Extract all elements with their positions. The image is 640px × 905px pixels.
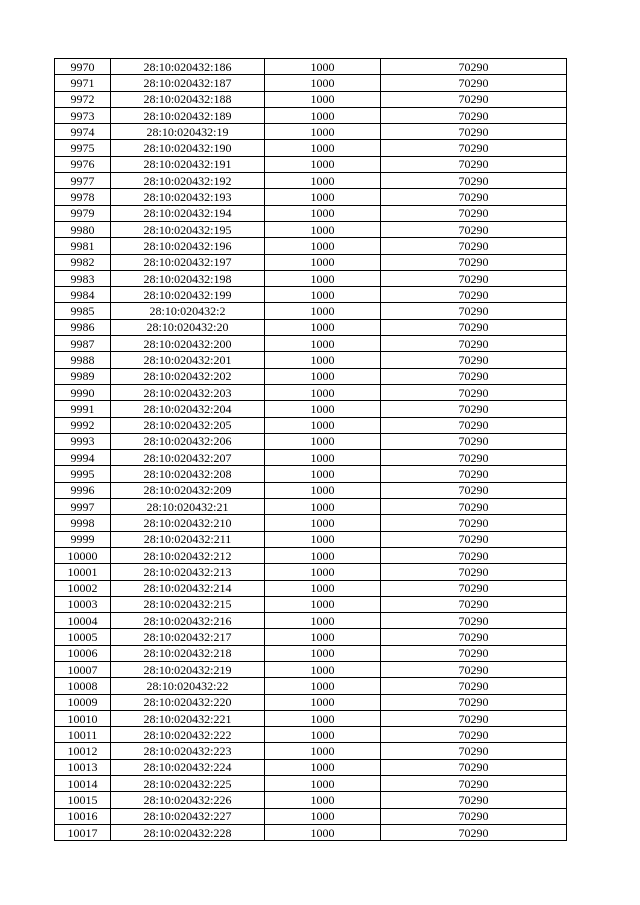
area-cell: 1000 — [265, 564, 381, 580]
value-cell: 70290 — [381, 727, 567, 743]
cadastral-number-cell: 28:10:020432:217 — [111, 629, 265, 645]
cadastral-number-cell: 28:10:020432:21 — [111, 499, 265, 515]
row-number-cell: 9976 — [55, 156, 111, 172]
row-number-cell: 9999 — [55, 531, 111, 547]
value-cell: 70290 — [381, 433, 567, 449]
table-row — [55, 613, 567, 629]
row-number-cell: 10010 — [55, 710, 111, 726]
cadastral-number-cell: 28:10:020432:199 — [111, 287, 265, 303]
row-number-cell: 9987 — [55, 336, 111, 352]
row-number-cell: 9972 — [55, 91, 111, 107]
row-number-cell: 10004 — [55, 613, 111, 629]
cadastral-number-cell: 28:10:020432:208 — [111, 466, 265, 482]
table-row — [55, 238, 567, 254]
cadastral-number-cell: 28:10:020432:203 — [111, 384, 265, 400]
cadastral-number-cell: 28:10:020432:219 — [111, 661, 265, 677]
row-number-cell: 10001 — [55, 564, 111, 580]
table-row — [55, 156, 567, 172]
cadastral-number-cell: 28:10:020432:224 — [111, 759, 265, 775]
row-number-cell: 9998 — [55, 515, 111, 531]
table-row — [55, 352, 567, 368]
table-row — [55, 205, 567, 221]
table-row — [55, 189, 567, 205]
area-cell: 1000 — [265, 140, 381, 156]
value-cell: 70290 — [381, 808, 567, 824]
row-number-cell: 9984 — [55, 287, 111, 303]
table-row — [55, 254, 567, 270]
row-number-cell: 9996 — [55, 482, 111, 498]
cadastral-number-cell: 28:10:020432:187 — [111, 75, 265, 91]
table-row — [55, 564, 567, 580]
row-number-cell: 10012 — [55, 743, 111, 759]
cadastral-number-cell: 28:10:020432:190 — [111, 140, 265, 156]
value-cell: 70290 — [381, 499, 567, 515]
value-cell: 70290 — [381, 384, 567, 400]
table-row — [55, 384, 567, 400]
cadastral-number-cell: 28:10:020432:206 — [111, 433, 265, 449]
area-cell: 1000 — [265, 499, 381, 515]
row-number-cell: 9995 — [55, 466, 111, 482]
table-row — [55, 547, 567, 563]
value-cell: 70290 — [381, 173, 567, 189]
value-cell: 70290 — [381, 645, 567, 661]
value-cell: 70290 — [381, 59, 567, 75]
area-cell: 1000 — [265, 303, 381, 319]
value-cell: 70290 — [381, 710, 567, 726]
area-cell: 1000 — [265, 450, 381, 466]
area-cell: 1000 — [265, 613, 381, 629]
cadastral-number-cell: 28:10:020432:209 — [111, 482, 265, 498]
cadastral-number-cell: 28:10:020432:191 — [111, 156, 265, 172]
table-row — [55, 808, 567, 824]
cadastral-number-cell: 28:10:020432:22 — [111, 678, 265, 694]
area-cell: 1000 — [265, 287, 381, 303]
value-cell: 70290 — [381, 75, 567, 91]
area-cell: 1000 — [265, 694, 381, 710]
area-cell: 1000 — [265, 743, 381, 759]
area-cell: 1000 — [265, 710, 381, 726]
value-cell: 70290 — [381, 515, 567, 531]
cadastral-number-cell: 28:10:020432:201 — [111, 352, 265, 368]
value-cell: 70290 — [381, 303, 567, 319]
value-cell: 70290 — [381, 287, 567, 303]
row-number-cell: 10009 — [55, 694, 111, 710]
cadastral-number-cell: 28:10:020432:215 — [111, 596, 265, 612]
value-cell: 70290 — [381, 205, 567, 221]
area-cell: 1000 — [265, 319, 381, 335]
row-number-cell: 9974 — [55, 124, 111, 140]
table-row — [55, 75, 567, 91]
value-cell: 70290 — [381, 368, 567, 384]
row-number-cell: 9983 — [55, 270, 111, 286]
cadastral-number-cell: 28:10:020432:200 — [111, 336, 265, 352]
area-cell: 1000 — [265, 401, 381, 417]
area-cell: 1000 — [265, 808, 381, 824]
table-row — [55, 336, 567, 352]
value-cell: 70290 — [381, 319, 567, 335]
row-number-cell: 9985 — [55, 303, 111, 319]
table-row — [55, 368, 567, 384]
cadastral-number-cell: 28:10:020432:220 — [111, 694, 265, 710]
area-cell: 1000 — [265, 678, 381, 694]
area-cell: 1000 — [265, 596, 381, 612]
cadastral-number-cell: 28:10:020432:197 — [111, 254, 265, 270]
cadastral-number-cell: 28:10:020432:228 — [111, 824, 265, 840]
table-row — [55, 91, 567, 107]
table-row — [55, 694, 567, 710]
cadastral-number-cell: 28:10:020432:198 — [111, 270, 265, 286]
value-cell: 70290 — [381, 221, 567, 237]
cadastral-number-cell: 28:10:020432:223 — [111, 743, 265, 759]
value-cell: 70290 — [381, 629, 567, 645]
row-number-cell: 9973 — [55, 107, 111, 123]
value-cell: 70290 — [381, 547, 567, 563]
value-cell: 70290 — [381, 124, 567, 140]
row-number-cell: 10013 — [55, 759, 111, 775]
value-cell: 70290 — [381, 694, 567, 710]
cadastral-number-cell: 28:10:020432:202 — [111, 368, 265, 384]
value-cell: 70290 — [381, 401, 567, 417]
value-cell: 70290 — [381, 776, 567, 792]
value-cell: 70290 — [381, 482, 567, 498]
table-body — [55, 59, 567, 841]
area-cell: 1000 — [265, 776, 381, 792]
table-row — [55, 59, 567, 75]
value-cell: 70290 — [381, 531, 567, 547]
cadastral-number-cell: 28:10:020432:214 — [111, 580, 265, 596]
area-cell: 1000 — [265, 759, 381, 775]
value-cell: 70290 — [381, 336, 567, 352]
area-cell: 1000 — [265, 75, 381, 91]
row-number-cell: 10015 — [55, 792, 111, 808]
row-number-cell: 10000 — [55, 547, 111, 563]
area-cell: 1000 — [265, 107, 381, 123]
area-cell: 1000 — [265, 189, 381, 205]
value-cell: 70290 — [381, 596, 567, 612]
area-cell: 1000 — [265, 515, 381, 531]
area-cell: 1000 — [265, 205, 381, 221]
row-number-cell: 9993 — [55, 433, 111, 449]
table-row — [55, 450, 567, 466]
area-cell: 1000 — [265, 384, 381, 400]
area-cell: 1000 — [265, 645, 381, 661]
row-number-cell: 10008 — [55, 678, 111, 694]
table-row — [55, 727, 567, 743]
cadastral-number-cell: 28:10:020432:225 — [111, 776, 265, 792]
cadastral-number-cell: 28:10:020432:189 — [111, 107, 265, 123]
table-row — [55, 401, 567, 417]
value-cell: 70290 — [381, 156, 567, 172]
row-number-cell: 9980 — [55, 221, 111, 237]
cadastral-number-cell: 28:10:020432:20 — [111, 319, 265, 335]
row-number-cell: 9997 — [55, 499, 111, 515]
row-number-cell: 9978 — [55, 189, 111, 205]
cadastral-number-cell: 28:10:020432:192 — [111, 173, 265, 189]
area-cell: 1000 — [265, 547, 381, 563]
value-cell: 70290 — [381, 580, 567, 596]
row-number-cell: 10006 — [55, 645, 111, 661]
row-number-cell: 9986 — [55, 319, 111, 335]
table-row — [55, 433, 567, 449]
cadastral-number-cell: 28:10:020432:194 — [111, 205, 265, 221]
cadastral-number-cell: 28:10:020432:218 — [111, 645, 265, 661]
cadastral-number-cell: 28:10:020432:212 — [111, 547, 265, 563]
row-number-cell: 9989 — [55, 368, 111, 384]
row-number-cell: 10005 — [55, 629, 111, 645]
table-row — [55, 710, 567, 726]
area-cell: 1000 — [265, 254, 381, 270]
row-number-cell: 9981 — [55, 238, 111, 254]
table-row — [55, 661, 567, 677]
value-cell: 70290 — [381, 254, 567, 270]
cadastral-number-cell: 28:10:020432:188 — [111, 91, 265, 107]
area-cell: 1000 — [265, 466, 381, 482]
value-cell: 70290 — [381, 352, 567, 368]
cadastral-number-cell: 28:10:020432:216 — [111, 613, 265, 629]
row-number-cell: 9977 — [55, 173, 111, 189]
area-cell: 1000 — [265, 792, 381, 808]
table-row — [55, 743, 567, 759]
value-cell: 70290 — [381, 107, 567, 123]
area-cell: 1000 — [265, 531, 381, 547]
row-number-cell: 10016 — [55, 808, 111, 824]
table-row — [55, 596, 567, 612]
value-cell: 70290 — [381, 140, 567, 156]
table-row — [55, 792, 567, 808]
area-cell: 1000 — [265, 91, 381, 107]
cadastral-number-cell: 28:10:020432:227 — [111, 808, 265, 824]
row-number-cell: 10014 — [55, 776, 111, 792]
row-number-cell: 10003 — [55, 596, 111, 612]
table-row — [55, 580, 567, 596]
area-cell: 1000 — [265, 59, 381, 75]
value-cell: 70290 — [381, 564, 567, 580]
table-row — [55, 221, 567, 237]
area-cell: 1000 — [265, 661, 381, 677]
row-number-cell: 9992 — [55, 417, 111, 433]
row-number-cell: 9971 — [55, 75, 111, 91]
area-cell: 1000 — [265, 824, 381, 840]
value-cell: 70290 — [381, 678, 567, 694]
table-row — [55, 515, 567, 531]
row-number-cell: 10007 — [55, 661, 111, 677]
cadastral-number-cell: 28:10:020432:207 — [111, 450, 265, 466]
cadastral-number-cell: 28:10:020432:205 — [111, 417, 265, 433]
value-cell: 70290 — [381, 466, 567, 482]
area-cell: 1000 — [265, 629, 381, 645]
table-row — [55, 270, 567, 286]
cadastral-number-cell: 28:10:020432:222 — [111, 727, 265, 743]
table-row — [55, 531, 567, 547]
value-cell: 70290 — [381, 759, 567, 775]
value-cell: 70290 — [381, 417, 567, 433]
table-row — [55, 417, 567, 433]
cadastral-number-cell: 28:10:020432:211 — [111, 531, 265, 547]
area-cell: 1000 — [265, 173, 381, 189]
area-cell: 1000 — [265, 368, 381, 384]
table-row — [55, 824, 567, 840]
row-number-cell: 9979 — [55, 205, 111, 221]
table-row — [55, 482, 567, 498]
cadastral-number-cell: 28:10:020432:213 — [111, 564, 265, 580]
area-cell: 1000 — [265, 270, 381, 286]
table-row — [55, 629, 567, 645]
row-number-cell: 9982 — [55, 254, 111, 270]
land-plot-table — [54, 58, 567, 841]
area-cell: 1000 — [265, 124, 381, 140]
table-row — [55, 173, 567, 189]
table-row — [55, 499, 567, 515]
row-number-cell: 10017 — [55, 824, 111, 840]
table-row — [55, 319, 567, 335]
cadastral-number-cell: 28:10:020432:19 — [111, 124, 265, 140]
value-cell: 70290 — [381, 613, 567, 629]
row-number-cell: 9991 — [55, 401, 111, 417]
row-number-cell: 9975 — [55, 140, 111, 156]
row-number-cell: 10011 — [55, 727, 111, 743]
area-cell: 1000 — [265, 238, 381, 254]
row-number-cell: 10002 — [55, 580, 111, 596]
area-cell: 1000 — [265, 580, 381, 596]
row-number-cell: 9988 — [55, 352, 111, 368]
value-cell: 70290 — [381, 270, 567, 286]
row-number-cell: 9990 — [55, 384, 111, 400]
cadastral-number-cell: 28:10:020432:221 — [111, 710, 265, 726]
table-row — [55, 124, 567, 140]
table-row — [55, 303, 567, 319]
cadastral-number-cell: 28:10:020432:193 — [111, 189, 265, 205]
table-row — [55, 759, 567, 775]
table-row — [55, 776, 567, 792]
table-row — [55, 645, 567, 661]
value-cell: 70290 — [381, 743, 567, 759]
area-cell: 1000 — [265, 727, 381, 743]
area-cell: 1000 — [265, 352, 381, 368]
table-row — [55, 287, 567, 303]
value-cell: 70290 — [381, 189, 567, 205]
cadastral-number-cell: 28:10:020432:195 — [111, 221, 265, 237]
table-row — [55, 140, 567, 156]
value-cell: 70290 — [381, 824, 567, 840]
row-number-cell: 9970 — [55, 59, 111, 75]
cadastral-number-cell: 28:10:020432:210 — [111, 515, 265, 531]
area-cell: 1000 — [265, 482, 381, 498]
table-row — [55, 678, 567, 694]
cadastral-number-cell: 28:10:020432:204 — [111, 401, 265, 417]
value-cell: 70290 — [381, 661, 567, 677]
row-number-cell: 9994 — [55, 450, 111, 466]
table-row — [55, 466, 567, 482]
cadastral-number-cell: 28:10:020432:186 — [111, 59, 265, 75]
cadastral-number-cell: 28:10:020432:2 — [111, 303, 265, 319]
value-cell: 70290 — [381, 792, 567, 808]
value-cell: 70290 — [381, 238, 567, 254]
table-row — [55, 107, 567, 123]
area-cell: 1000 — [265, 221, 381, 237]
value-cell: 70290 — [381, 91, 567, 107]
area-cell: 1000 — [265, 336, 381, 352]
cadastral-number-cell: 28:10:020432:226 — [111, 792, 265, 808]
cadastral-number-cell: 28:10:020432:196 — [111, 238, 265, 254]
value-cell: 70290 — [381, 450, 567, 466]
area-cell: 1000 — [265, 417, 381, 433]
area-cell: 1000 — [265, 156, 381, 172]
area-cell: 1000 — [265, 433, 381, 449]
